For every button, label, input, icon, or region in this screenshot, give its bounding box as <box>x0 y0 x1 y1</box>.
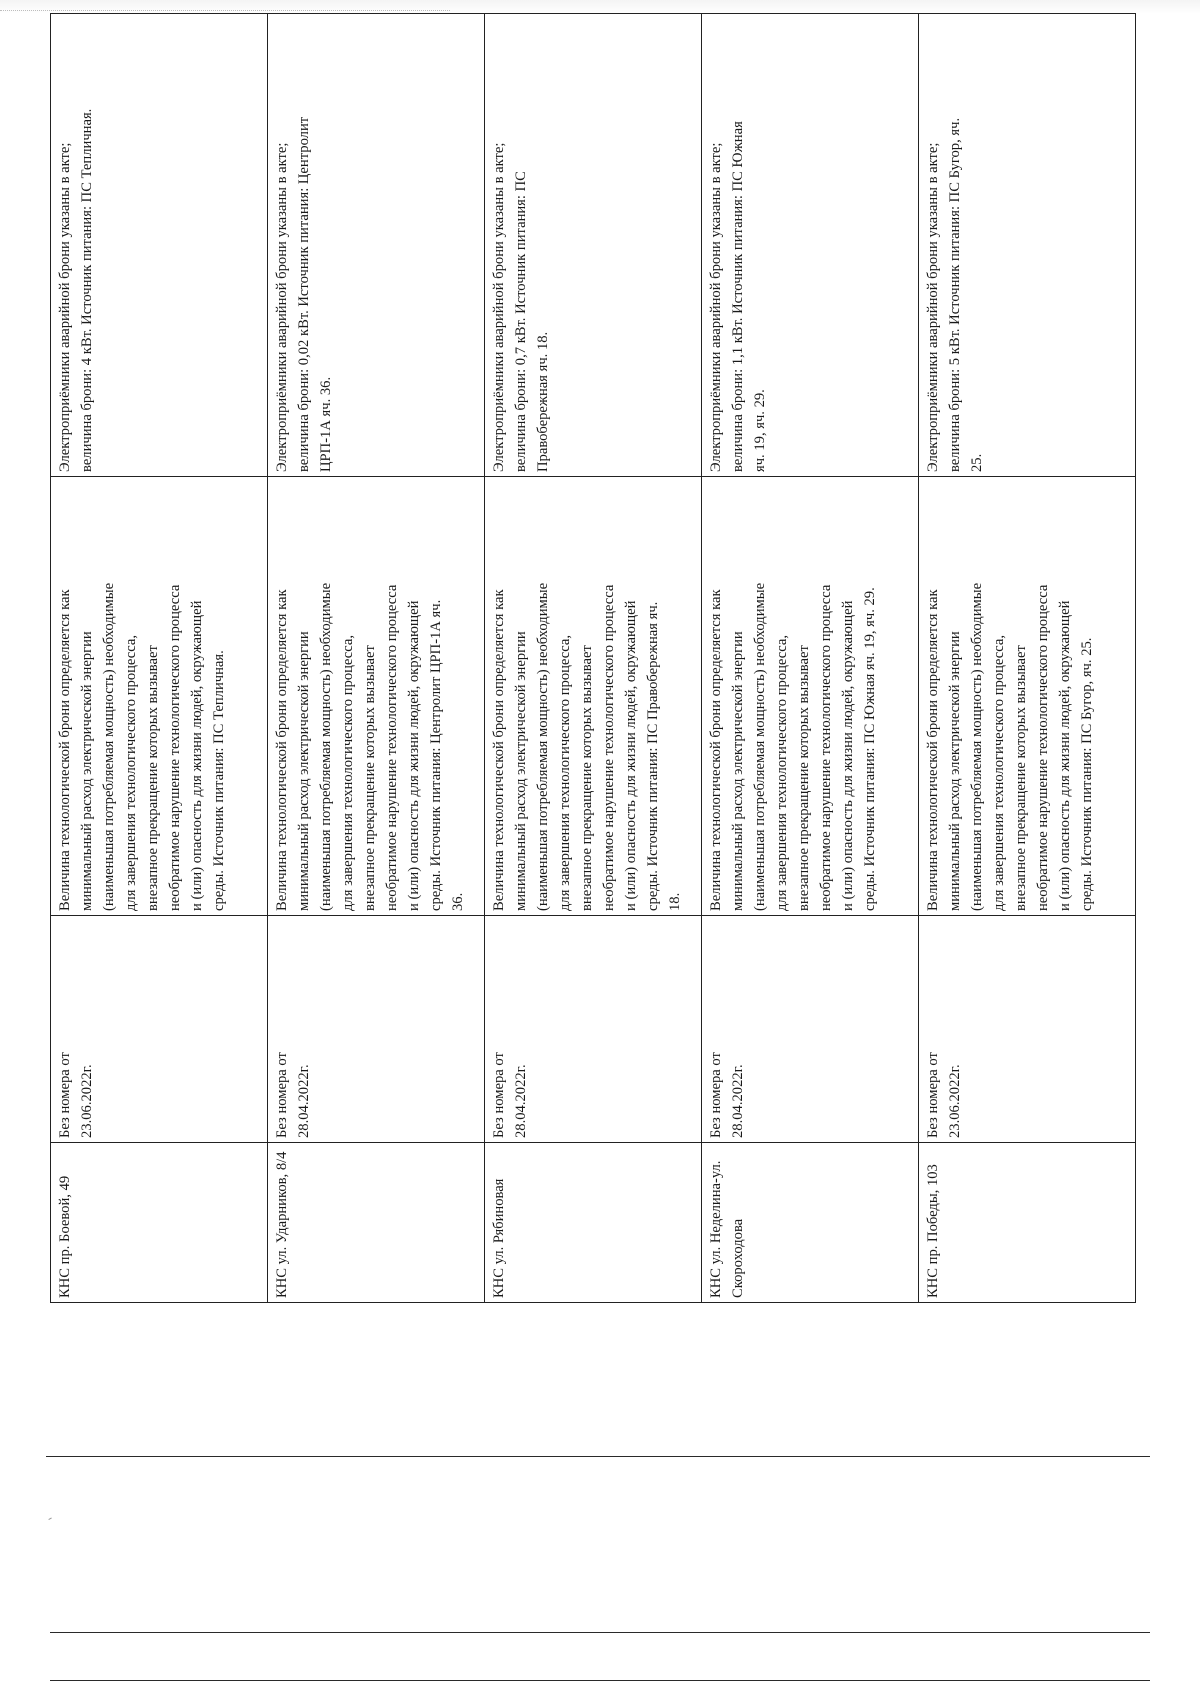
object-name-cell: КНС ул. Неделина-ул. Скороходова <box>702 1143 919 1303</box>
table-row <box>51 14 268 1303</box>
act-reference-cell: Без номера от 28.04.2022г. <box>485 916 702 1143</box>
scan-artifact <box>0 10 450 11</box>
scan-top-edge <box>0 0 1200 14</box>
emergency-reserve-cell: Электроприёмники аварийной брони указаны в акте; величина брони: 1,1 кВт. Источник питания: ПС Южная яч. 19, яч. 29. <box>702 14 919 477</box>
act-reference-cell: Без номера от 23.06.2022г. <box>919 916 1136 1143</box>
tech-reserve-cell: Величина технологической брони определяется как минимальный расход электрической энергии (наименьшая потребляемая мощность) необходимые для завершения технологического процесса, внезапное прекращение которых вызывает необратимое нарушение технологического процесса и (или) опасность для жизни людей, окружающей среды. Источник питания: Центролит ЦРП-1А яч. 36. <box>268 477 485 916</box>
act-reference-cell: Без номера от 28.04.2022г. <box>268 916 485 1143</box>
object-name-cell: КНС пр. Боевой, 49 <box>51 1143 268 1303</box>
tech-reserve-cell: Величина технологической брони определяется как минимальный расход электрической энергии (наименьшая потребляемая мощность) необходимые для завершения технологического процесса, внезапное прекращение которых вызывает необратимое нарушение технологического процесса и (или) опасность для жизни людей, окружающей среды. Источник питания: ПС Тепличная. <box>51 477 268 916</box>
separator-line <box>50 1680 1150 1681</box>
act-reference-cell: Без номера от 23.06.2022г. <box>51 916 268 1143</box>
table-row <box>919 14 1136 1303</box>
reserve-table <box>50 13 1136 1303</box>
object-name-cell: КНС пр. Победы, 103 <box>919 1143 1136 1303</box>
margin-mark: - <box>43 1509 56 1526</box>
separator-line <box>50 1632 1150 1633</box>
emergency-reserve-cell: Электроприёмники аварийной брони указаны в акте; величина брони: 4 кВт. Источник питания: ПС Тепличная. <box>51 14 268 477</box>
tech-reserve-cell: Величина технологической брони определяется как минимальный расход электрической энергии (наименьшая потребляемая мощность) необходимые для завершения технологического процесса, внезапное прекращение которых вызывает необратимое нарушение технологического процесса и (или) опасность для жизни людей, окружающей среды. Источник питания: ПС Бугор, яч. 25. <box>919 477 1136 916</box>
tech-reserve-cell: Величина технологической брони определяется как минимальный расход электрической энергии (наименьшая потребляемая мощность) необходимые для завершения технологического процесса, внезапное прекращение которых вызывает необратимое нарушение технологического процесса и (или) опасность для жизни людей, окружающей среды. Источник питания: ПС Южная яч. 19, яч. 29. <box>702 477 919 916</box>
rotated-page-content <box>50 50 1135 1303</box>
separator-line <box>46 1456 1150 1457</box>
object-name-cell: КНС ул. Рябиновая <box>485 1143 702 1303</box>
table-row <box>485 14 702 1303</box>
table-row <box>268 14 485 1303</box>
table-row <box>702 14 919 1303</box>
object-name-cell: КНС ул. Ударников, 8/4 <box>268 1143 485 1303</box>
act-reference-cell: Без номера от 28.04.2022г. <box>702 916 919 1143</box>
emergency-reserve-cell: Электроприёмники аварийной брони указаны в акте; величина брони: 0,02 кВт. Источник питания: Центролит ЦРП-1А яч. 36. <box>268 14 485 477</box>
emergency-reserve-cell: Электроприёмники аварийной брони указаны в акте; величина брони: 5 кВт. Источник питания: ПС Бугор, яч. 25. <box>919 14 1136 477</box>
tech-reserve-cell: Величина технологической брони определяется как минимальный расход электрической энергии (наименьшая потребляемая мощность) необходимые для завершения технологического процесса, внезапное прекращение которых вызывает необратимое нарушение технологического процесса и (или) опасность для жизни людей, окружающей среды. Источник питания: ПС Правобережная яч. 18. <box>485 477 702 916</box>
emergency-reserve-cell: Электроприёмники аварийной брони указаны в акте; величина брони: 0,7 кВт. Источник питания: ПС Правобережная яч. 18. <box>485 14 702 477</box>
